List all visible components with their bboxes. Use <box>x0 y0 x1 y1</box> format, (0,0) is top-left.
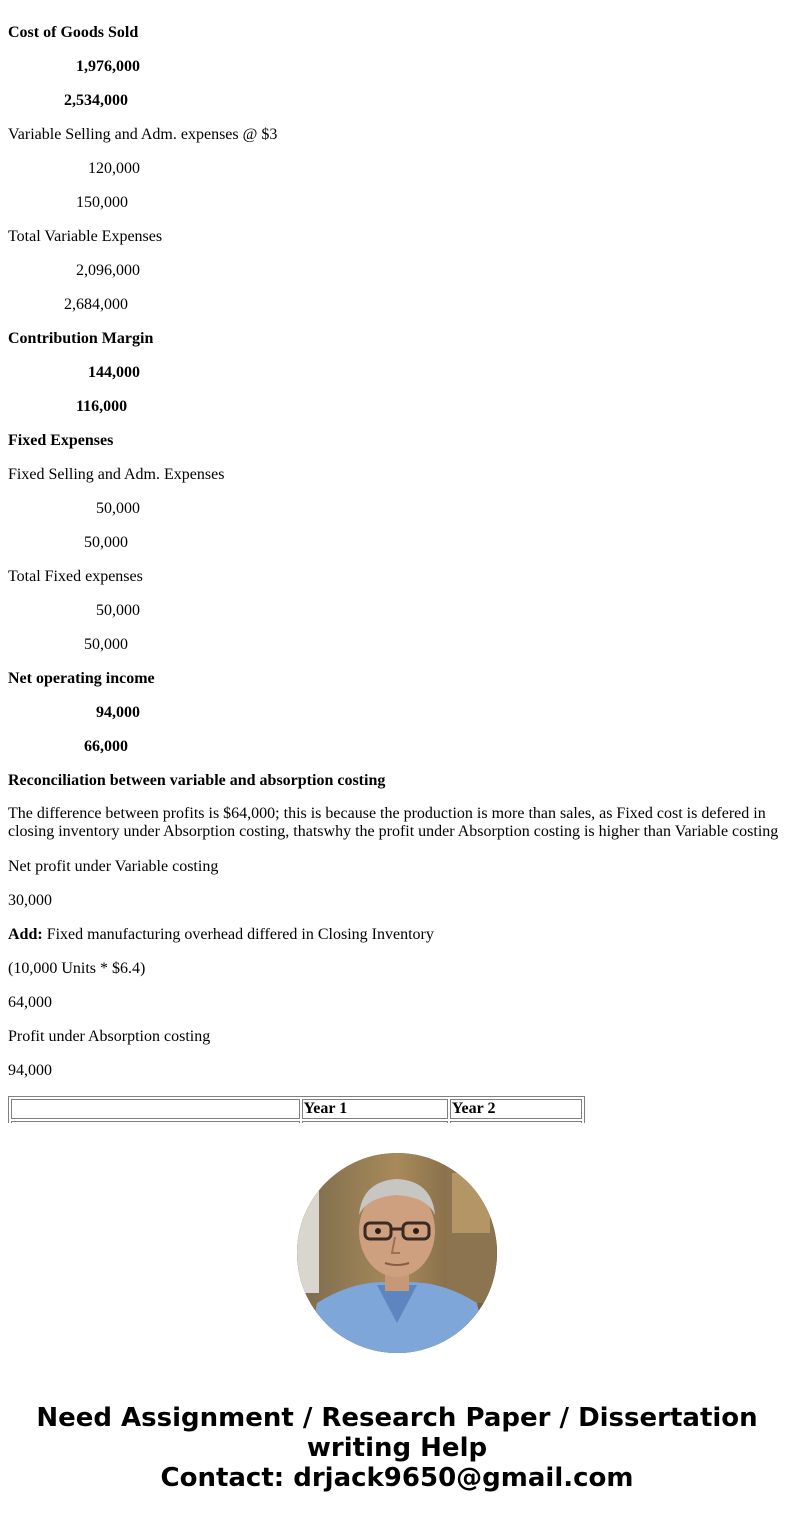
add-line <box>8 926 434 944</box>
var-selling-label: Variable Selling and Adm. expenses @ $3 <box>8 126 278 143</box>
net-income-label: Net operating income <box>8 670 155 687</box>
reconciliation-explanation: The difference between profits is $64,000; this is because the production is more than sales, as Fixed cost is defered in closing inventory under Absorption costing, thatswhy the profit under Absorption costing is higher than Variable costing <box>8 805 779 840</box>
table-header-empty <box>11 1099 300 1119</box>
cogs-label: Cost of Goods Sold <box>8 24 139 41</box>
add-text: Fixed manufacturing overhead differed in Closing Inventory <box>42 926 434 943</box>
promo-line-2: Contact: drjack9650@gmail.com <box>160 1463 634 1493</box>
fixed-selling-label: Fixed Selling and Adm. Expenses <box>8 466 225 483</box>
add-value: 64,000 <box>8 994 52 1011</box>
comparison-table <box>8 1096 585 1123</box>
promo-block <box>0 1403 794 1493</box>
table-row <box>11 1121 582 1123</box>
promo-line-1: Need Assignment / Research Paper / Dissertation writing Help <box>36 1403 758 1463</box>
contribution-year2: 116,000 <box>76 398 128 415</box>
var-selling-year2: 150,000 <box>76 194 128 211</box>
add-label: Add: <box>8 926 43 943</box>
total-fixed-year2: 50,000 <box>84 636 128 653</box>
total-var-label: Total Variable Expenses <box>8 228 163 245</box>
contribution-year1: 144,000 <box>88 364 140 381</box>
table-header-year1: Year 1 <box>302 1099 448 1119</box>
net-income-year2: 66,000 <box>84 738 128 755</box>
comparison-table-wrapper <box>8 1096 585 1123</box>
fixed-expenses-heading: Fixed Expenses <box>8 432 114 449</box>
fixed-selling-year2: 50,000 <box>84 534 128 551</box>
cogs-year2: 2,534,000 <box>64 92 128 109</box>
add-calc: (10,000 Units * $6.4) <box>8 960 146 977</box>
reconciliation-heading: Reconciliation between variable and absorption costing <box>8 772 386 789</box>
fixed-selling-year1: 50,000 <box>96 500 140 517</box>
author-portrait <box>297 1153 497 1353</box>
total-var-year1: 2,096,000 <box>76 262 140 279</box>
np-variable-label: Net profit under Variable costing <box>8 858 219 875</box>
net-income-year1: 94,000 <box>96 704 140 721</box>
contribution-label: Contribution Margin <box>8 330 154 347</box>
cut-off-previous-line <box>0 0 200 3</box>
total-fixed-year1: 50,000 <box>96 602 140 619</box>
total-var-year2: 2,684,000 <box>64 296 128 313</box>
var-selling-year1: 120,000 <box>88 160 140 177</box>
cogs-year1: 1,976,000 <box>76 58 140 75</box>
table-header-row <box>11 1099 582 1119</box>
np-variable-value: 30,000 <box>8 892 52 909</box>
table-header-year2: Year 2 <box>450 1099 582 1119</box>
absorption-label: Profit under Absorption costing <box>8 1028 211 1045</box>
author-avatar <box>297 1153 497 1353</box>
absorption-value: 94,000 <box>8 1062 52 1079</box>
total-fixed-label: Total Fixed expenses <box>8 568 143 585</box>
